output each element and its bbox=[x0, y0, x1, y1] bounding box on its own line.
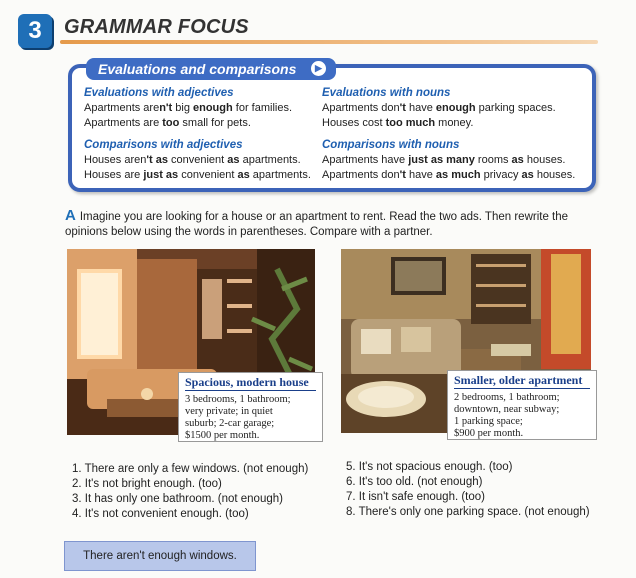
adj-evaluations-example-2: Apartments are too small for pets. bbox=[84, 117, 251, 129]
apartment-ad-line: 2 bedrooms, 1 bathroom; bbox=[454, 392, 560, 403]
house-ad-line: 3 bedrooms, 1 bathroom; bbox=[185, 394, 291, 405]
adj-comparisons-heading: Comparisons with adjectives bbox=[84, 139, 243, 151]
exercise-item: 3. It has only one bathroom. (not enough) bbox=[72, 493, 283, 505]
apartment-ad-line: $900 per month. bbox=[454, 428, 524, 439]
noun-evaluations-example-2: Houses cost too much money. bbox=[322, 117, 474, 129]
house-ad-card bbox=[178, 372, 323, 442]
house-ad-line: $1500 per month. bbox=[185, 430, 260, 441]
noun-comparisons-example-2: Apartments don't have as much privacy as houses. bbox=[322, 169, 576, 181]
section-title: GRAMMAR FOCUS bbox=[64, 16, 249, 38]
apartment-ad-line: downtown, near subway; bbox=[454, 404, 560, 415]
section-number-badge: 3 bbox=[18, 14, 52, 48]
adj-evaluations-example-1: Apartments aren't big enough for families. bbox=[84, 102, 293, 114]
exercise-item: 5. It's not spacious enough. (too) bbox=[346, 461, 513, 473]
adj-comparisons-example-2: Houses are just as convenient as apartments. bbox=[84, 169, 311, 181]
exercise-item: 4. It's not convenient enough. (too) bbox=[72, 508, 249, 520]
exercise-letter: A bbox=[65, 207, 76, 224]
house-ad-line: very private; in quiet bbox=[185, 406, 273, 417]
noun-evaluations-heading: Evaluations with nouns bbox=[322, 87, 451, 99]
house-ad-line: suburb; 2-car garage; bbox=[185, 418, 275, 429]
noun-comparisons-example-1: Apartments have just as many rooms as houses. bbox=[322, 154, 566, 166]
exercise-item: 6. It's too old. (not enough) bbox=[346, 476, 483, 488]
noun-comparisons-heading: Comparisons with nouns bbox=[322, 139, 460, 151]
grammar-box-title bbox=[86, 58, 336, 80]
exercise-item: 1. There are only a few windows. (not enough) bbox=[72, 463, 309, 475]
adj-comparisons-example-1: Houses aren't as convenient as apartments. bbox=[84, 154, 301, 166]
noun-evaluations bbox=[322, 86, 592, 131]
example-answer-text: There aren't enough windows. bbox=[83, 550, 237, 562]
title-underline bbox=[60, 40, 598, 44]
apartment-ad-line: 1 parking space; bbox=[454, 416, 523, 427]
adj-evaluations-heading: Evaluations with adjectives bbox=[84, 87, 234, 99]
noun-comparisons bbox=[322, 138, 592, 183]
exercise-items-left bbox=[72, 462, 308, 522]
exercise-a-instructions bbox=[65, 208, 595, 240]
noun-evaluations-example-1: Apartments don't have enough parking spaces. bbox=[322, 102, 556, 114]
exercise-instructions-text: Imagine you are looking for a house or an apartment to rent. Read the two ads. Then rewrite the opinions below using the words in parentheses. Compare with a partner. bbox=[65, 211, 569, 238]
exercise-items-right bbox=[346, 460, 590, 520]
adj-comparisons bbox=[84, 138, 329, 183]
adj-evaluations bbox=[84, 86, 329, 131]
apartment-ad-title: Smaller, older apartment bbox=[454, 374, 590, 389]
exercise-item: 7. It isn't safe enough. (too) bbox=[346, 491, 485, 503]
exercise-item: 2. It's not bright enough. (too) bbox=[72, 478, 222, 490]
house-ad-title: Spacious, modern house bbox=[185, 376, 316, 391]
apartment-ad-card bbox=[447, 370, 597, 440]
exercise-item: 8. There's only one parking space. (not enough) bbox=[346, 506, 590, 518]
play-icon[interactable]: ▶ bbox=[311, 61, 326, 76]
grammar-box-title-text: Evaluations and comparisons bbox=[98, 61, 297, 77]
example-answer-box bbox=[64, 541, 256, 571]
